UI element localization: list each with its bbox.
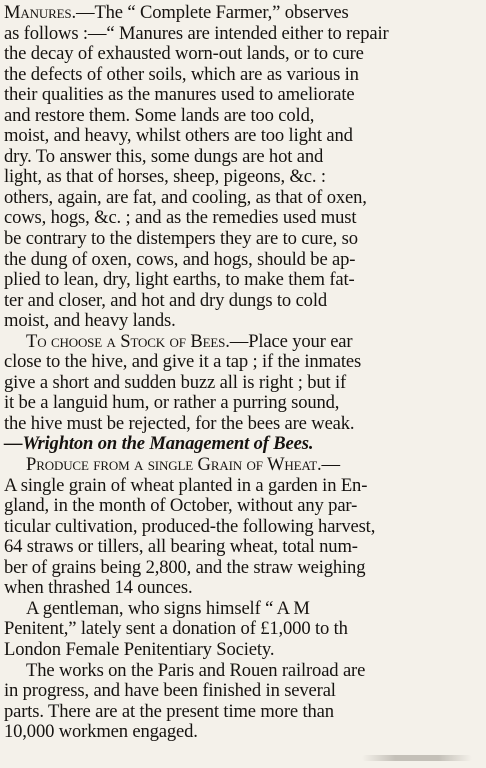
text-line (4, 332, 472, 353)
text-run: London Female Penitentiary Society. (4, 638, 275, 660)
text-line (4, 270, 472, 291)
text-run: the hive must be rejected, for the bees are weak. (4, 412, 355, 434)
text-run: dry. To answer this, some dungs are hot and (4, 145, 324, 167)
text-run: The works on the Paris and Rouen railroad are (26, 659, 366, 681)
text-run: the dung of oxen, cows, and hogs, should be ap- (4, 248, 356, 270)
text-run: ter and closer, and hot and dry dungs to cold (4, 289, 327, 311)
ink-smudge (362, 755, 472, 761)
text-line (4, 24, 472, 45)
text-line (4, 147, 472, 168)
text-line (4, 619, 472, 640)
text-line (4, 558, 472, 579)
text-run: — (321, 454, 340, 476)
text-line (4, 599, 472, 620)
attribution: —Wrighton on the Management of Bees. (4, 433, 314, 455)
text-line (4, 455, 472, 476)
text-run: Penitent,” lately sent a donation of £1,000 to th (4, 618, 348, 640)
text-run: moist, and heavy, whilst others are too light and (4, 125, 353, 147)
text-line (4, 476, 472, 497)
text-line (4, 661, 472, 682)
text-line (4, 517, 472, 538)
text-run: —Place your ear (229, 330, 353, 352)
text-run: be contrary to the distempers they are to cure, so (4, 228, 358, 250)
text-run: moist, and heavy lands. (4, 310, 176, 332)
article-text-column (4, 3, 472, 743)
text-line (4, 85, 472, 106)
text-line (4, 311, 472, 332)
text-run: give a short and sudden buzz all is right ; but if (4, 371, 347, 393)
text-line (4, 393, 472, 414)
text-line (4, 434, 472, 455)
text-run: ticular cultivation, produced-the following harvest, (4, 515, 376, 537)
text-line (4, 373, 472, 394)
section-heading: To choose a Stock of Bees. (26, 330, 230, 352)
text-line (4, 702, 472, 723)
text-line (4, 578, 472, 599)
text-run: 10,000 workmen engaged. (4, 721, 198, 743)
text-run: as follows :—“ Manures are intended either to repair (4, 22, 389, 44)
text-run: their qualities as the manures used to ameliorate (4, 84, 355, 106)
text-run: A gentleman, who signs himself “ A M (26, 597, 310, 619)
text-line (4, 250, 472, 271)
text-line (4, 722, 472, 743)
text-line (4, 229, 472, 250)
text-line (4, 44, 472, 65)
text-run: —The “ Complete Farmer,” observes (76, 2, 349, 23)
text-run: parts. There are at the present time more than (4, 700, 334, 722)
text-line (4, 681, 472, 702)
text-run: light, as that of horses, sheep, pigeons, &c. : (4, 166, 326, 188)
text-run: others, again, are fat, and cooling, as that of oxen, (4, 186, 367, 208)
text-line (4, 208, 472, 229)
text-run: and restore them. Some lands are too cold, (4, 104, 315, 126)
text-line (4, 640, 472, 661)
text-run: plied to lean, dry, light earths, to make them fat- (4, 269, 355, 291)
text-run: gland, in the month of October, without any par- (4, 495, 358, 517)
text-line (4, 537, 472, 558)
text-run: close to the hive, and give it a tap ; if the inmates (4, 351, 362, 373)
text-run: the defects of other soils, which are as various in (4, 63, 359, 85)
text-line (4, 65, 472, 86)
text-run: cows, hogs, &c. ; and as the remedies used must (4, 207, 357, 229)
text-line (4, 106, 472, 127)
text-run: in progress, and have been finished in several (4, 680, 336, 702)
text-line (4, 167, 472, 188)
text-line (4, 496, 472, 517)
text-run: ber of grains being 2,800, and the straw weighing (4, 556, 366, 578)
text-run: it be a languid hum, or rather a purring sound, (4, 392, 340, 414)
text-run: 64 straws or tillers, all bearing wheat, total num- (4, 536, 358, 558)
text-line (4, 126, 472, 147)
text-line (4, 352, 472, 373)
text-run: the decay of exhausted worn-out lands, or to cure (4, 43, 364, 65)
text-run: A single grain of wheat planted in a garden in En- (4, 474, 368, 496)
text-line (4, 188, 472, 209)
text-line (4, 414, 472, 435)
text-run: when thrashed 14 ounces. (4, 577, 193, 599)
text-line (4, 3, 472, 24)
section-heading: Produce from a single Grain of Wheat. (26, 454, 322, 476)
section-heading: Manures. (4, 2, 76, 23)
text-line (4, 291, 472, 312)
